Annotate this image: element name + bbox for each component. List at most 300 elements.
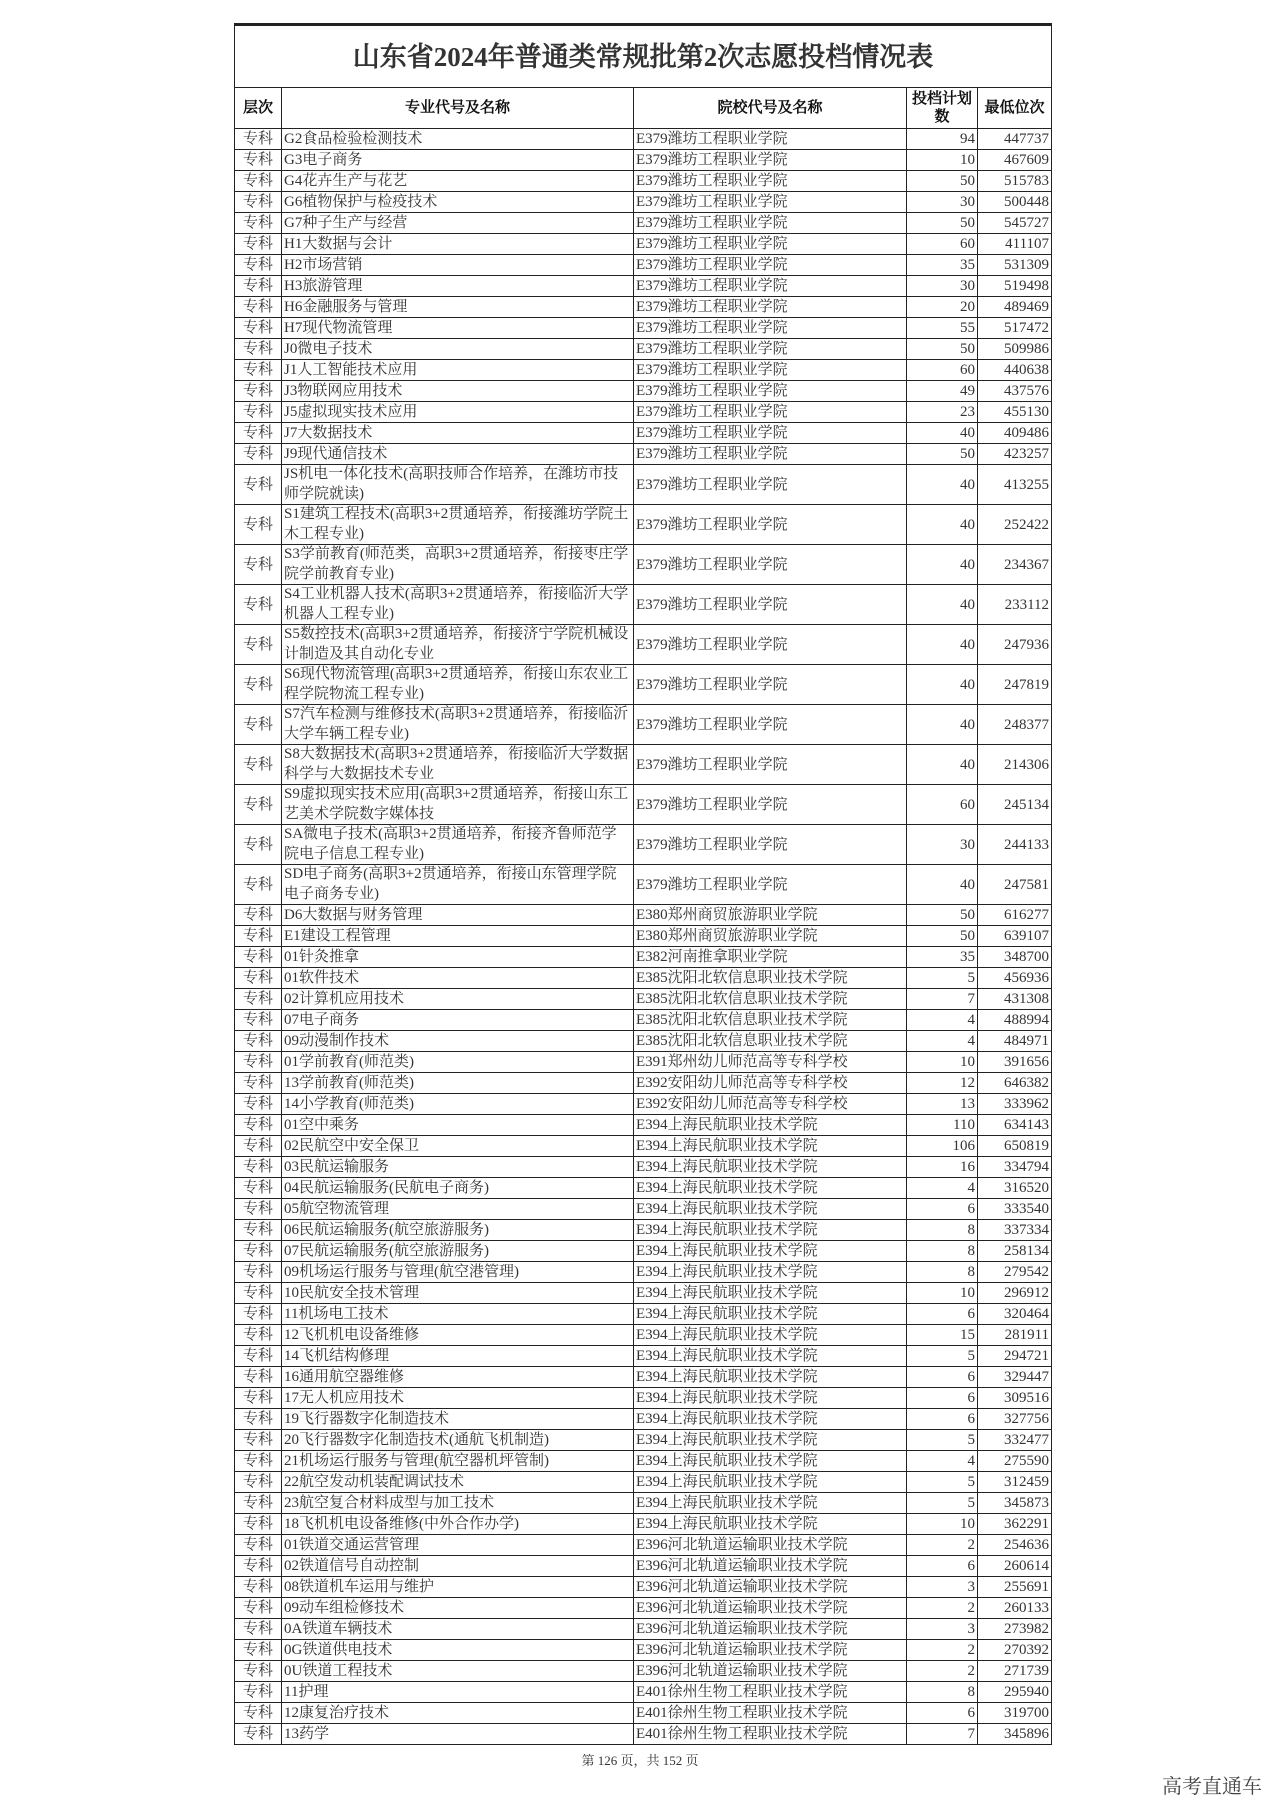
plan-count-cell: 23 <box>907 402 978 423</box>
school-cell: E394上海民航职业技术学院 <box>634 1367 907 1388</box>
level-cell: 专科 <box>235 1220 282 1241</box>
plan-count-cell: 60 <box>907 360 978 381</box>
table-row <box>235 255 1052 276</box>
min-rank-cell: 509986 <box>978 339 1052 360</box>
plan-count-cell: 6 <box>907 1367 978 1388</box>
table-row <box>235 1640 1052 1661</box>
table-row <box>235 1178 1052 1199</box>
level-cell: 专科 <box>235 1052 282 1073</box>
table-row <box>235 1703 1052 1724</box>
school-cell: E379潍坊工程职业学院 <box>634 465 907 505</box>
min-rank-cell: 345873 <box>978 1493 1052 1514</box>
table-row <box>235 1451 1052 1472</box>
header-min-rank: 最低位次 <box>978 88 1052 129</box>
min-rank-cell: 333540 <box>978 1199 1052 1220</box>
school-cell: E379潍坊工程职业学院 <box>634 339 907 360</box>
level-cell: 专科 <box>235 865 282 905</box>
min-rank-cell: 233112 <box>978 585 1052 625</box>
min-rank-cell: 275590 <box>978 1451 1052 1472</box>
level-cell: 专科 <box>235 381 282 402</box>
school-cell: E394上海民航职业技术学院 <box>634 1304 907 1325</box>
school-cell: E379潍坊工程职业学院 <box>634 423 907 444</box>
level-cell: 专科 <box>235 1115 282 1136</box>
min-rank-cell: 294721 <box>978 1346 1052 1367</box>
major-cell: 01软件技术 <box>282 968 634 989</box>
min-rank-cell: 437576 <box>978 381 1052 402</box>
min-rank-cell: 488994 <box>978 1010 1052 1031</box>
level-cell: 专科 <box>235 1325 282 1346</box>
major-cell: 02民航空中安全保卫 <box>282 1136 634 1157</box>
major-cell: J3物联网应用技术 <box>282 381 634 402</box>
school-cell: E379潍坊工程职业学院 <box>634 545 907 585</box>
table-row <box>235 360 1052 381</box>
plan-count-cell: 40 <box>907 705 978 745</box>
plan-count-cell: 4 <box>907 1451 978 1472</box>
table-row <box>235 1346 1052 1367</box>
min-rank-cell: 260614 <box>978 1556 1052 1577</box>
plan-count-cell: 5 <box>907 1430 978 1451</box>
major-cell: 0A铁道车辆技术 <box>282 1619 634 1640</box>
level-cell: 专科 <box>235 1094 282 1115</box>
min-rank-cell: 255691 <box>978 1577 1052 1598</box>
table-row <box>235 1304 1052 1325</box>
level-cell: 专科 <box>235 785 282 825</box>
plan-count-cell: 40 <box>907 625 978 665</box>
level-cell: 专科 <box>235 1388 282 1409</box>
level-cell: 专科 <box>235 423 282 444</box>
plan-count-cell: 5 <box>907 1493 978 1514</box>
school-cell: E379潍坊工程职业学院 <box>634 213 907 234</box>
level-cell: 专科 <box>235 276 282 297</box>
min-rank-cell: 247936 <box>978 625 1052 665</box>
table-row <box>235 905 1052 926</box>
level-cell: 专科 <box>235 545 282 585</box>
level-cell: 专科 <box>235 1598 282 1619</box>
school-cell: E394上海民航职业技术学院 <box>634 1325 907 1346</box>
table-row <box>235 213 1052 234</box>
min-rank-cell: 312459 <box>978 1472 1052 1493</box>
school-cell: E396河北轨道运输职业技术学院 <box>634 1535 907 1556</box>
major-cell: 0U铁道工程技术 <box>282 1661 634 1682</box>
plan-count-cell: 4 <box>907 1178 978 1199</box>
school-cell: E385沈阳北软信息职业技术学院 <box>634 989 907 1010</box>
level-cell: 专科 <box>235 926 282 947</box>
major-cell: 11护理 <box>282 1682 634 1703</box>
table-row <box>235 825 1052 865</box>
table-row <box>235 402 1052 423</box>
plan-count-cell: 6 <box>907 1199 978 1220</box>
plan-count-cell: 35 <box>907 947 978 968</box>
table-row <box>235 1598 1052 1619</box>
table-row <box>235 1367 1052 1388</box>
plan-count-cell: 106 <box>907 1136 978 1157</box>
min-rank-cell: 329447 <box>978 1367 1052 1388</box>
plan-count-cell: 10 <box>907 1514 978 1535</box>
min-rank-cell: 500448 <box>978 192 1052 213</box>
level-cell: 专科 <box>235 1682 282 1703</box>
major-cell: 21机场运行服务与管理(航空器机坪管制) <box>282 1451 634 1472</box>
plan-count-cell: 35 <box>907 255 978 276</box>
school-cell: E379潍坊工程职业学院 <box>634 129 907 150</box>
school-cell: E379潍坊工程职业学院 <box>634 825 907 865</box>
major-cell: 11机场电工技术 <box>282 1304 634 1325</box>
school-cell: E401徐州生物工程职业技术学院 <box>634 1724 907 1745</box>
min-rank-cell: 333962 <box>978 1094 1052 1115</box>
table-row <box>235 1157 1052 1178</box>
school-cell: E385沈阳北软信息职业技术学院 <box>634 1031 907 1052</box>
min-rank-cell: 316520 <box>978 1178 1052 1199</box>
level-cell: 专科 <box>235 505 282 545</box>
min-rank-cell: 319700 <box>978 1703 1052 1724</box>
table-row <box>235 1388 1052 1409</box>
plan-count-cell: 50 <box>907 905 978 926</box>
admission-table <box>234 23 1052 1745</box>
header-plan: 投档计划数 <box>907 88 978 129</box>
level-cell: 专科 <box>235 665 282 705</box>
major-cell: 14小学教育(师范类) <box>282 1094 634 1115</box>
min-rank-cell: 295940 <box>978 1682 1052 1703</box>
school-cell: E379潍坊工程职业学院 <box>634 150 907 171</box>
school-cell: E379潍坊工程职业学院 <box>634 865 907 905</box>
plan-count-cell: 2 <box>907 1598 978 1619</box>
major-cell: JS机电一体化技术(高职技师合作培养，在潍坊市技师学院就读) <box>282 465 634 505</box>
min-rank-cell: 413255 <box>978 465 1052 505</box>
level-cell: 专科 <box>235 1535 282 1556</box>
table-row <box>235 926 1052 947</box>
plan-count-cell: 60 <box>907 234 978 255</box>
major-cell: 10民航安全技术管理 <box>282 1283 634 1304</box>
major-cell: 03民航运输服务 <box>282 1157 634 1178</box>
plan-count-cell: 6 <box>907 1703 978 1724</box>
min-rank-cell: 214306 <box>978 745 1052 785</box>
school-cell: E380郑州商贸旅游职业学院 <box>634 905 907 926</box>
level-cell: 专科 <box>235 192 282 213</box>
major-cell: 13学前教育(师范类) <box>282 1073 634 1094</box>
school-cell: E396河北轨道运输职业技术学院 <box>634 1661 907 1682</box>
level-cell: 专科 <box>235 1010 282 1031</box>
table-row <box>235 1682 1052 1703</box>
school-cell: E379潍坊工程职业学院 <box>634 234 907 255</box>
plan-count-cell: 13 <box>907 1094 978 1115</box>
min-rank-cell: 447737 <box>978 129 1052 150</box>
major-cell: S8大数据技术(高职3+2贯通培养，衔接临沂大学数据科学与大数据技术专业 <box>282 745 634 785</box>
plan-count-cell: 7 <box>907 1724 978 1745</box>
min-rank-cell: 362291 <box>978 1514 1052 1535</box>
level-cell: 专科 <box>235 297 282 318</box>
major-cell: 07电子商务 <box>282 1010 634 1031</box>
level-cell: 专科 <box>235 1619 282 1640</box>
major-cell: SA微电子技术(高职3+2贯通培养，衔接齐鲁师范学院电子信息工程专业) <box>282 825 634 865</box>
table-row <box>235 968 1052 989</box>
major-cell: D6大数据与财务管理 <box>282 905 634 926</box>
level-cell: 专科 <box>235 150 282 171</box>
major-cell: S7汽车检测与维修技术(高职3+2贯通培养，衔接临沂大学车辆工程专业) <box>282 705 634 745</box>
min-rank-cell: 616277 <box>978 905 1052 926</box>
plan-count-cell: 6 <box>907 1304 978 1325</box>
table-row <box>235 1577 1052 1598</box>
table-row <box>235 1115 1052 1136</box>
major-cell: J7大数据技术 <box>282 423 634 444</box>
plan-count-cell: 6 <box>907 1388 978 1409</box>
level-cell: 专科 <box>235 1304 282 1325</box>
major-cell: 01学前教育(师范类) <box>282 1052 634 1073</box>
level-cell: 专科 <box>235 234 282 255</box>
major-cell: S9虚拟现实技术应用(高职3+2贯通培养，衔接山东工艺美术学院数字媒体技 <box>282 785 634 825</box>
major-cell: 12康复治疗技术 <box>282 1703 634 1724</box>
school-cell: E379潍坊工程职业学院 <box>634 705 907 745</box>
plan-count-cell: 6 <box>907 1409 978 1430</box>
plan-count-cell: 5 <box>907 1346 978 1367</box>
table-row <box>235 1199 1052 1220</box>
min-rank-cell: 431308 <box>978 989 1052 1010</box>
plan-count-cell: 10 <box>907 1283 978 1304</box>
min-rank-cell: 327756 <box>978 1409 1052 1430</box>
school-cell: E394上海民航职业技术学院 <box>634 1136 907 1157</box>
major-cell: S6现代物流管理(高职3+2贯通培养，衔接山东农业工程学院物流工程专业) <box>282 665 634 705</box>
major-cell: 23航空复合材料成型与加工技术 <box>282 1493 634 1514</box>
major-cell: 04民航运输服务(民航电子商务) <box>282 1178 634 1199</box>
school-cell: E379潍坊工程职业学院 <box>634 665 907 705</box>
major-cell: 08铁道机车运用与维护 <box>282 1577 634 1598</box>
plan-count-cell: 30 <box>907 192 978 213</box>
table-row <box>235 1325 1052 1346</box>
level-cell: 专科 <box>235 1577 282 1598</box>
min-rank-cell: 270392 <box>978 1640 1052 1661</box>
school-cell: E394上海民航职业技术学院 <box>634 1346 907 1367</box>
school-cell: E394上海民航职业技术学院 <box>634 1472 907 1493</box>
major-cell: H3旅游管理 <box>282 276 634 297</box>
level-cell: 专科 <box>235 1493 282 1514</box>
plan-count-cell: 15 <box>907 1325 978 1346</box>
major-cell: 01铁道交通运营管理 <box>282 1535 634 1556</box>
min-rank-cell: 309516 <box>978 1388 1052 1409</box>
plan-count-cell: 110 <box>907 1115 978 1136</box>
min-rank-cell: 260133 <box>978 1598 1052 1619</box>
min-rank-cell: 411107 <box>978 234 1052 255</box>
plan-count-cell: 60 <box>907 785 978 825</box>
plan-count-cell: 94 <box>907 129 978 150</box>
header-level: 层次 <box>235 88 282 129</box>
table-row <box>235 1220 1052 1241</box>
major-cell: 16通用航空器维修 <box>282 1367 634 1388</box>
min-rank-cell: 517472 <box>978 318 1052 339</box>
plan-count-cell: 30 <box>907 276 978 297</box>
level-cell: 专科 <box>235 213 282 234</box>
level-cell: 专科 <box>235 1136 282 1157</box>
min-rank-cell: 234367 <box>978 545 1052 585</box>
table-row <box>235 505 1052 545</box>
level-cell: 专科 <box>235 1157 282 1178</box>
level-cell: 专科 <box>235 705 282 745</box>
table-row <box>235 381 1052 402</box>
level-cell: 专科 <box>235 825 282 865</box>
major-cell: E1建设工程管理 <box>282 926 634 947</box>
min-rank-cell: 281911 <box>978 1325 1052 1346</box>
table-row <box>235 1661 1052 1682</box>
table-row <box>235 785 1052 825</box>
major-cell: G4花卉生产与花艺 <box>282 171 634 192</box>
major-cell: 0G铁道供电技术 <box>282 1640 634 1661</box>
school-cell: E394上海民航职业技术学院 <box>634 1409 907 1430</box>
header-school: 院校代号及名称 <box>634 88 907 129</box>
table-row <box>235 1052 1052 1073</box>
min-rank-cell: 271739 <box>978 1661 1052 1682</box>
school-cell: E379潍坊工程职业学院 <box>634 625 907 665</box>
plan-count-cell: 30 <box>907 825 978 865</box>
school-cell: E394上海民航职业技术学院 <box>634 1199 907 1220</box>
school-cell: E394上海民航职业技术学院 <box>634 1241 907 1262</box>
level-cell: 专科 <box>235 444 282 465</box>
plan-count-cell: 50 <box>907 339 978 360</box>
min-rank-cell: 639107 <box>978 926 1052 947</box>
plan-count-cell: 10 <box>907 1052 978 1073</box>
major-cell: 09机场运行服务与管理(航空港管理) <box>282 1262 634 1283</box>
table-row <box>235 150 1052 171</box>
min-rank-cell: 337334 <box>978 1220 1052 1241</box>
min-rank-cell: 247581 <box>978 865 1052 905</box>
school-cell: E379潍坊工程职业学院 <box>634 360 907 381</box>
min-rank-cell: 334794 <box>978 1157 1052 1178</box>
plan-count-cell: 50 <box>907 444 978 465</box>
table-row <box>235 865 1052 905</box>
major-cell: G6植物保护与检疫技术 <box>282 192 634 213</box>
table-row <box>235 1619 1052 1640</box>
table-row <box>235 1535 1052 1556</box>
school-cell: E379潍坊工程职业学院 <box>634 255 907 276</box>
school-cell: E379潍坊工程职业学院 <box>634 745 907 785</box>
plan-count-cell: 50 <box>907 213 978 234</box>
table-row <box>235 1724 1052 1745</box>
level-cell: 专科 <box>235 1178 282 1199</box>
level-cell: 专科 <box>235 1073 282 1094</box>
school-cell: E379潍坊工程职业学院 <box>634 402 907 423</box>
table-row <box>235 192 1052 213</box>
min-rank-cell: 247819 <box>978 665 1052 705</box>
level-cell: 专科 <box>235 1451 282 1472</box>
level-cell: 专科 <box>235 585 282 625</box>
level-cell: 专科 <box>235 1472 282 1493</box>
level-cell: 专科 <box>235 339 282 360</box>
level-cell: 专科 <box>235 360 282 381</box>
level-cell: 专科 <box>235 1262 282 1283</box>
major-cell: 07民航运输服务(航空旅游服务) <box>282 1241 634 1262</box>
min-rank-cell: 320464 <box>978 1304 1052 1325</box>
school-cell: E396河北轨道运输职业技术学院 <box>634 1556 907 1577</box>
level-cell: 专科 <box>235 1640 282 1661</box>
level-cell: 专科 <box>235 465 282 505</box>
major-cell: 05航空物流管理 <box>282 1199 634 1220</box>
plan-count-cell: 10 <box>907 150 978 171</box>
plan-count-cell: 40 <box>907 423 978 444</box>
level-cell: 专科 <box>235 1346 282 1367</box>
plan-count-cell: 8 <box>907 1220 978 1241</box>
table-body <box>235 129 1052 1745</box>
min-rank-cell: 245134 <box>978 785 1052 825</box>
school-cell: E385沈阳北软信息职业技术学院 <box>634 968 907 989</box>
level-cell: 专科 <box>235 1031 282 1052</box>
table-row <box>235 1283 1052 1304</box>
level-cell: 专科 <box>235 1661 282 1682</box>
table-row <box>235 423 1052 444</box>
plan-count-cell: 4 <box>907 1031 978 1052</box>
level-cell: 专科 <box>235 1241 282 1262</box>
table-row <box>235 745 1052 785</box>
major-cell: J0微电子技术 <box>282 339 634 360</box>
table-row <box>235 1010 1052 1031</box>
table-row <box>235 1472 1052 1493</box>
table-row <box>235 444 1052 465</box>
table-row <box>235 234 1052 255</box>
school-cell: E379潍坊工程职业学院 <box>634 444 907 465</box>
table-row <box>235 1262 1052 1283</box>
school-cell: E396河北轨道运输职业技术学院 <box>634 1619 907 1640</box>
major-cell: S3学前教育(师范类，高职3+2贯通培养，衔接枣庄学院学前教育专业) <box>282 545 634 585</box>
min-rank-cell: 258134 <box>978 1241 1052 1262</box>
min-rank-cell: 456936 <box>978 968 1052 989</box>
major-cell: 01空中乘务 <box>282 1115 634 1136</box>
plan-count-cell: 2 <box>907 1640 978 1661</box>
min-rank-cell: 634143 <box>978 1115 1052 1136</box>
school-cell: E379潍坊工程职业学院 <box>634 297 907 318</box>
table-row <box>235 1556 1052 1577</box>
table-row <box>235 1514 1052 1535</box>
level-cell: 专科 <box>235 1283 282 1304</box>
level-cell: 专科 <box>235 1430 282 1451</box>
table-row <box>235 1031 1052 1052</box>
min-rank-cell: 296912 <box>978 1283 1052 1304</box>
major-cell: H7现代物流管理 <box>282 318 634 339</box>
level-cell: 专科 <box>235 318 282 339</box>
level-cell: 专科 <box>235 1409 282 1430</box>
min-rank-cell: 646382 <box>978 1073 1052 1094</box>
school-cell: E379潍坊工程职业学院 <box>634 192 907 213</box>
level-cell: 专科 <box>235 129 282 150</box>
major-cell: J9现代通信技术 <box>282 444 634 465</box>
table-row <box>235 297 1052 318</box>
min-rank-cell: 545727 <box>978 213 1052 234</box>
major-cell: 12飞机机电设备维修 <box>282 1325 634 1346</box>
school-cell: E394上海民航职业技术学院 <box>634 1283 907 1304</box>
school-cell: E396河北轨道运输职业技术学院 <box>634 1577 907 1598</box>
level-cell: 专科 <box>235 968 282 989</box>
major-cell: 19飞行器数字化制造技术 <box>282 1409 634 1430</box>
school-cell: E379潍坊工程职业学院 <box>634 505 907 545</box>
level-cell: 专科 <box>235 905 282 926</box>
plan-count-cell: 40 <box>907 505 978 545</box>
table-row <box>235 545 1052 585</box>
school-cell: E394上海民航职业技术学院 <box>634 1493 907 1514</box>
min-rank-cell: 650819 <box>978 1136 1052 1157</box>
plan-count-cell: 8 <box>907 1241 978 1262</box>
min-rank-cell: 515783 <box>978 171 1052 192</box>
school-cell: E394上海民航职业技术学院 <box>634 1157 907 1178</box>
watermark: 高考直通车 <box>1162 1774 1262 1798</box>
major-cell: G7种子生产与经营 <box>282 213 634 234</box>
plan-count-cell: 40 <box>907 465 978 505</box>
page-number: 第 126 页，共 152 页 <box>581 1753 699 1768</box>
school-cell: E394上海民航职业技术学院 <box>634 1430 907 1451</box>
min-rank-cell: 244133 <box>978 825 1052 865</box>
major-cell: 09动漫制作技术 <box>282 1031 634 1052</box>
level-cell: 专科 <box>235 1367 282 1388</box>
plan-count-cell: 2 <box>907 1661 978 1682</box>
school-cell: E391郑州幼儿师范高等专科学校 <box>634 1052 907 1073</box>
major-cell: G3电子商务 <box>282 150 634 171</box>
plan-count-cell: 5 <box>907 968 978 989</box>
plan-count-cell: 3 <box>907 1619 978 1640</box>
plan-count-cell: 8 <box>907 1682 978 1703</box>
table-row <box>235 129 1052 150</box>
